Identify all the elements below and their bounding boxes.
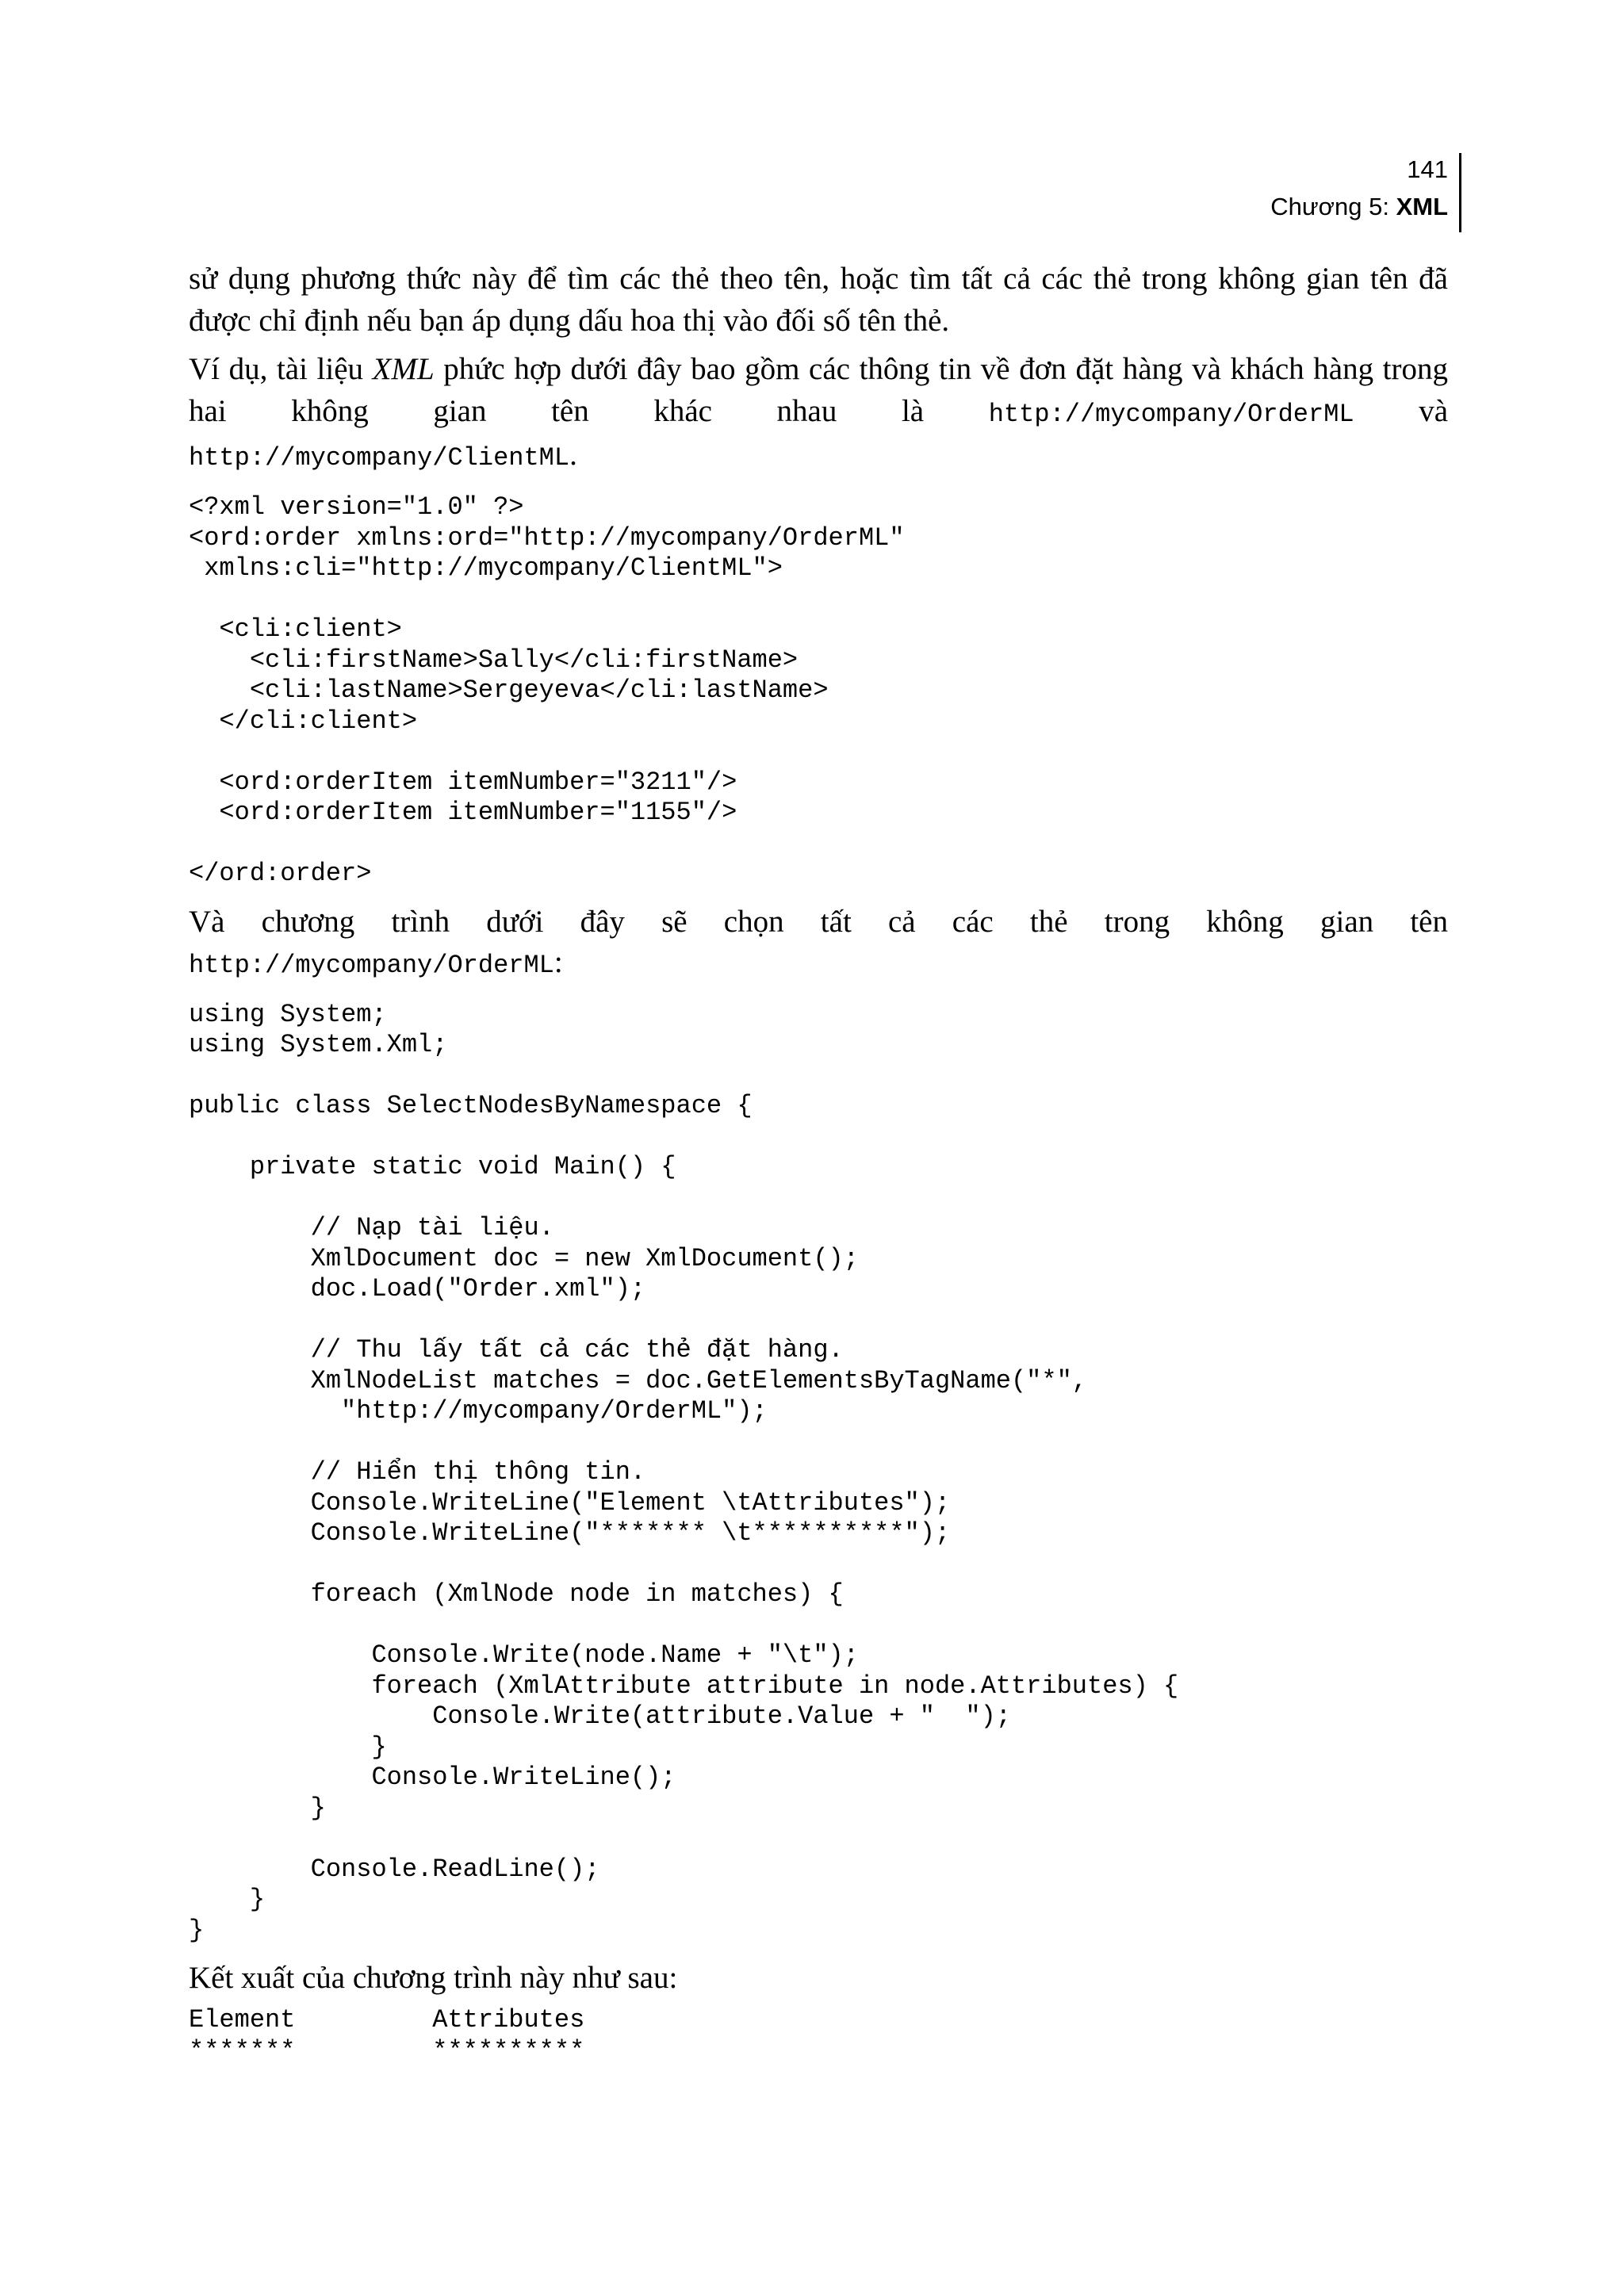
paragraph-intro: sử dụng phương thức này để tìm các thẻ theo tên, hoặc tìm tất cả các thẻ trong không gian tên đã được chỉ định nếu bạn áp dụng dấu hoa thị vào đối số tên thẻ.: [189, 262, 1448, 338]
url-line-orderml: [189, 943, 1448, 986]
xml-term: XML: [372, 352, 435, 386]
paragraph-example: [189, 348, 1448, 435]
paragraph-program: Và chương trình dưới đây sẽ chọn tất cả các thẻ trong không gian tên: [189, 904, 1448, 939]
url-orderml-2: http://mycompany/OrderML: [189, 950, 554, 980]
page-header: [1270, 151, 1448, 225]
chapter-name: XML: [1396, 193, 1448, 220]
url-line-clientml: [189, 435, 1448, 478]
output-code-block: Element Attributes ******* **********: [189, 2005, 585, 2065]
colon: :: [553, 944, 563, 979]
url-clientml: http://mycompany/ClientML: [189, 443, 570, 473]
page-number: 141: [1407, 155, 1448, 183]
paragraph-output: Kết xuất của chương trình này như sau:: [189, 1961, 678, 1995]
page-body: [189, 258, 1448, 2077]
csharp-code-block: using System; using System.Xml; public class SelectNodesByNamespace { private static void Main() { // Nạp tài liệu. XmlDocument doc = new XmlDocument(); doc.Load("Order.xml"); // Thu lấy tất cả các thẻ đặt hàng. XmlNodeList matches = doc.GetElementsByTagName("*", "http://mycompany/OrderML"); // Hiển thị thông tin. Console.WriteLine("Element \tAttributes"); Console.WriteLine("******* \t**********"); foreach (XmlNode node in matches) { Console.Write(node.Name + "\t"); foreach (XmlAttribute attribute in node.Attributes) { Console.Write(attribute.Value + " "); } Console.WriteLine(); } Console.ReadLine(); } }: [189, 999, 1179, 1945]
url-orderml: http://mycompany/OrderML: [988, 400, 1354, 429]
header-rule: [1459, 153, 1461, 232]
paragraph-example-before: Ví dụ, tài liệu: [189, 352, 373, 386]
sentence-end: .: [569, 438, 577, 472]
xml-code-block: <?xml version="1.0" ?> <ord:order xmlns:ord="http://mycompany/OrderML" xmlns:cli="http://mycompany/ClientML"> <cli:client> <cli:firstName>Sally</cli:firstName> <cli:lastName>Sergeyeva</cli:lastName> </cli:client> <ord:orderItem itemNumber="3211"/> <ord:orderItem itemNumber="1155"/> </ord:order>: [189, 492, 905, 888]
paragraph-example-after: phức hợp dưới đây bao gồm các thông tin về đơn đặt hàng và khách hàng trong hai không gian tên khác nhau là: [189, 352, 1449, 428]
chapter-title: [1270, 188, 1448, 225]
paragraph-joiner: và: [1354, 394, 1449, 428]
chapter-prefix: Chương 5:: [1270, 193, 1396, 220]
